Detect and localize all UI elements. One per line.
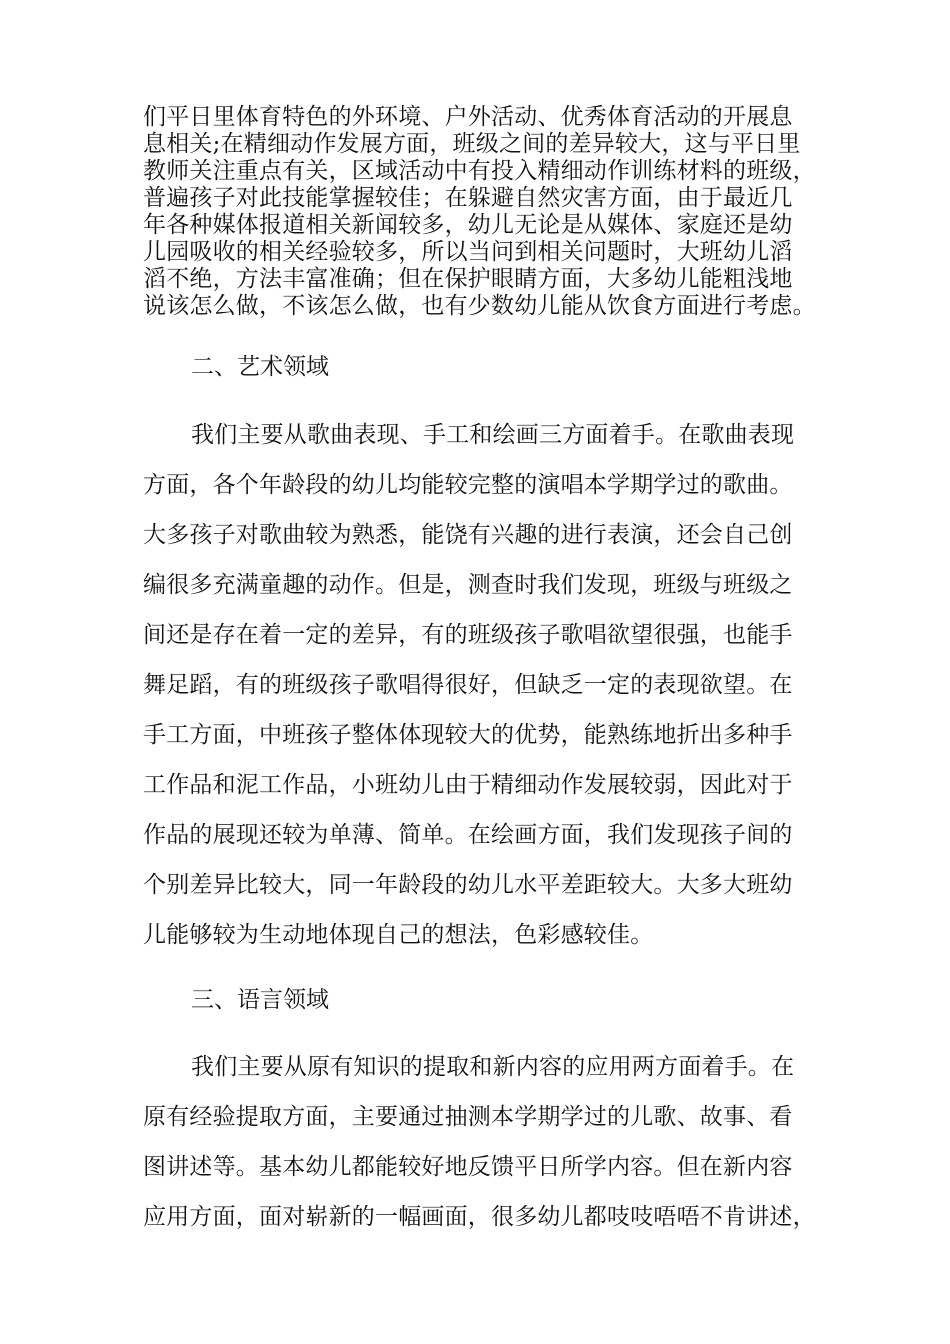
paragraph-line: 说该怎么做，不该怎么做，也有少数幼儿能从饮食方面进行考虑。 xyxy=(143,293,816,319)
paragraph-line: 作品的展现还较为单薄、简单。在绘画方面，我们发现孩子间的 xyxy=(143,822,793,848)
paragraph-line: 年各种媒体报道相关新闻较多，幼儿无论是从媒体、家庭还是幼 xyxy=(143,212,793,238)
paragraph-line: 应用方面，面对崭新的一幅画面，很多幼儿都吱吱唔唔不肯讲述， xyxy=(143,1204,816,1230)
paragraph-line: 编很多充满童趣的动作。但是，测查时我们发现，班级与班级之 xyxy=(143,572,793,598)
paragraph-line: 手工方面，中班孩子整体体现较大的优势，能熟练地折出多种手 xyxy=(143,722,793,748)
paragraph-line: 图讲述等。基本幼儿都能较好地反馈平日所学内容。但在新内容 xyxy=(143,1154,793,1180)
paragraph-line: 大多孩子对歌曲较为熟悉，能饶有兴趣的进行表演，还会自己创 xyxy=(143,522,793,548)
paragraph-line: 教师关注重点有关，区域活动中有投入精细动作训练材料的班级， xyxy=(143,158,816,184)
paragraph-line: 儿园吸收的相关经验较多，所以当问到相关问题时，大班幼儿滔 xyxy=(143,239,793,265)
paragraph-line: 我们主要从原有知识的提取和新内容的应用两方面着手。在 xyxy=(191,1054,795,1080)
paragraph-line: 儿能够较为生动地体现自己的想法，色彩感较佳。 xyxy=(143,922,654,948)
paragraph-line: 们平日里体育特色的外环境、户外活动、优秀体育活动的开展息 xyxy=(143,104,793,130)
paragraph-line: 舞足蹈，有的班级孩子歌唱得很好，但缺乏一定的表现欲望。在 xyxy=(143,672,793,698)
paragraph-line: 原有经验提取方面，主要通过抽测本学期学过的儿歌、故事、看 xyxy=(143,1104,793,1130)
paragraph-line: 滔不绝，方法丰富准确；但在保护眼睛方面，大多幼儿能粗浅地 xyxy=(143,266,793,292)
paragraph-line: 个别差异比较大，同一年龄段的幼儿水平差距较大。大多大班幼 xyxy=(143,872,793,898)
paragraph-line: 息相关;在精细动作发展方面，班级之间的差异较大，这与平日里 xyxy=(143,131,801,157)
paragraph-line: 普遍孩子对此技能掌握较佳；在躲避自然灾害方面，由于最近几 xyxy=(143,185,793,211)
section-heading-art: 二、艺术领域 xyxy=(191,354,329,380)
paragraph-line: 工作品和泥工作品，小班幼儿由于精细动作发展较弱，因此对于 xyxy=(143,772,793,798)
paragraph-line: 方面，各个年龄段的幼儿均能较完整的演唱本学期学过的歌曲。 xyxy=(143,472,793,498)
section-heading-language: 三、语言领域 xyxy=(191,987,329,1013)
paragraph-line: 我们主要从歌曲表现、手工和绘画三方面着手。在歌曲表现 xyxy=(191,422,795,448)
paragraph-line: 间还是存在着一定的差异，有的班级孩子歌唱欲望很强，也能手 xyxy=(143,622,793,648)
